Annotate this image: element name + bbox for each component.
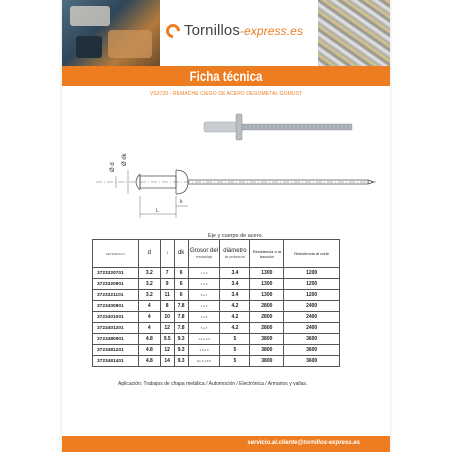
rivet-photo <box>204 114 352 140</box>
dim-label-dk: Ø dk <box>122 153 128 166</box>
support-email-link[interactable]: servicio.al.cliente@tornillos-express.es <box>247 440 360 446</box>
header-photo-screws <box>318 0 390 66</box>
brand-name: Tornillos <box>184 22 240 39</box>
col-header-grosor: Grosor del ensamblaje <box>188 240 220 268</box>
rivet-drawing <box>76 110 376 230</box>
table-row: 3723481201 4.8 12 9.3 3.5 a 6 5 3800 3600 <box>93 345 340 356</box>
table-row: 3723400801 4 8 7.8 1 a 3 4.2 2800 2400 <box>93 301 340 312</box>
spec-table <box>92 239 340 367</box>
dim-label-l: L <box>156 208 159 214</box>
table-header-row <box>93 240 340 268</box>
header <box>62 0 390 66</box>
header-photo-tools <box>62 0 160 66</box>
col-header-corte: Resistencia al corte <box>284 240 340 268</box>
table-row: 3723321101 3.2 11 6 5 a 7 3.4 1300 1200 <box>93 290 340 301</box>
col-header-dk: dk <box>174 240 188 268</box>
col-header-diametro: diámetro de perforación <box>220 240 250 268</box>
brand-name-accent: -express.es <box>239 24 304 38</box>
brand-logo-icon <box>163 21 183 41</box>
col-header-code: REFERENCIA <box>93 240 139 268</box>
usage-text: Aplicación: Trabajos de chapa metálica / Automoción / Electrónica / Armarios y vallas. <box>118 381 308 387</box>
page-title: Ficha técnica <box>189 68 263 84</box>
table-row: 3723481401 4.8 14 9.3 De 6 a 8.5 5 3800 3600 <box>93 356 340 367</box>
col-header-l: l <box>160 240 174 268</box>
table-row: 3723320701 3.2 7 6 1 a 3 3.4 1300 1200 <box>93 268 340 279</box>
table-row: 3723401201 4 12 7.8 5 a 7 4.2 2800 2400 <box>93 323 340 334</box>
table-row: 3723320901 3.2 9 6 1 a 5 3.4 1300 1200 <box>93 279 340 290</box>
brand-logo <box>166 22 303 39</box>
table-row: 3723480901 4.8 9.5 9.3 1.6 a 3.5 5 3800 3600 <box>93 334 340 345</box>
table-row: 3723401001 4 10 7.8 3 a 5 4.2 2800 2400 <box>93 312 340 323</box>
dim-label-d: Ø d <box>110 162 116 172</box>
product-subtitle: VS3720 - REMACHE CIEGO DE ACERO DEGOMETAL GOMUST <box>149 91 303 97</box>
col-header-traccion: Resistencia a la tracción <box>250 240 284 268</box>
col-header-d: d <box>138 240 160 268</box>
dim-label-k: k <box>180 199 183 205</box>
rivet-technical-drawing <box>96 170 376 218</box>
material-caption: Eje y cuerpo de acero. <box>208 233 264 239</box>
datasheet-page <box>62 0 390 452</box>
